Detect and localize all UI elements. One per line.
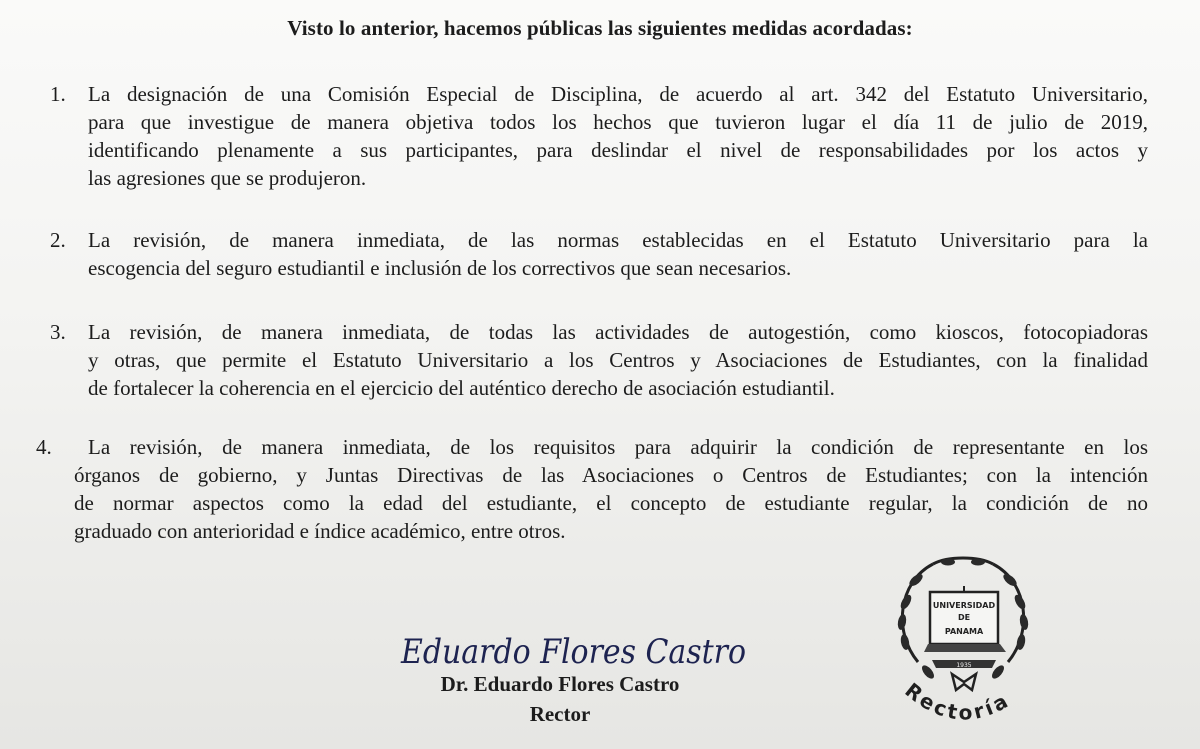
measure-text bbox=[74, 433, 1148, 545]
measure-number: 4. bbox=[36, 435, 52, 459]
measure-number: 2. bbox=[50, 228, 66, 252]
measure-text bbox=[88, 318, 1148, 402]
measure-line: identificando plenamente a sus participantes, para deslindar el nivel de responsabilidades por los actos y bbox=[88, 138, 1148, 162]
seal-text-line3: PANAMA bbox=[944, 627, 984, 636]
seal-text-line2: DE bbox=[957, 613, 971, 622]
seal-year: 1935 bbox=[956, 662, 972, 669]
measure-line: de fortalecer la coherencia en el ejercicio del auténtico derecho de asociación estudiantil. bbox=[88, 376, 835, 400]
measure-line: órganos de gobierno, y Juntas Directivas de las Asociaciones o Centros de Estudiantes; con la intención bbox=[74, 463, 1148, 487]
signature-script-text: Eduardo Flores Castro bbox=[400, 632, 746, 672]
measure-line: las agresiones que se produjeron. bbox=[88, 166, 367, 190]
measure-line: graduado con anterioridad e índice académico, entre otros. bbox=[74, 519, 566, 543]
seal-text-line1: UNIVERSIDAD bbox=[932, 601, 996, 610]
measure-number: 1. bbox=[50, 82, 66, 106]
measure-line: La revisión, de manera inmediata, de todas las actividades de autogestión, como kioscos, fotocopiadoras bbox=[88, 320, 1148, 344]
document-heading: Visto lo anterior, hacemos públicas las siguientes medidas acordadas: bbox=[287, 16, 913, 40]
svg-text:Rectoría bbox=[901, 678, 1015, 725]
measure-line: La designación de una Comisión Especial de Disciplina, de acuerdo al art. 342 del Estatuto Universitario, bbox=[88, 82, 1148, 106]
measure-line: y otras, que permite el Estatuto Universitario a los Centros y Asociaciones de Estudiantes, con la finalidad bbox=[88, 348, 1148, 372]
university-seal-icon bbox=[888, 552, 1038, 747]
handwritten-signature bbox=[395, 625, 755, 675]
measure-line: La revisión, de manera inmediata, de las normas establecidas en el Estatuto Universitario para la bbox=[88, 228, 1148, 252]
seal-arc-text: Rectoría bbox=[900, 677, 1015, 725]
measure-text bbox=[88, 226, 1148, 282]
signer-name: Dr. Eduardo Flores Castro bbox=[440, 672, 680, 696]
measure-line: de normar aspectos como la edad del estudiante, el concepto de estudiante regular, la condición de no bbox=[74, 491, 1148, 515]
measure-line: escogencia del seguro estudiantil e inclusión de los correctivos que sean necesarios. bbox=[88, 256, 792, 280]
measure-line: para que investigue de manera objetiva todos los hechos que tuvieron lugar el día 11 de julio de 2019, bbox=[88, 110, 1148, 134]
measure-line: La revisión, de manera inmediata, de los requisitos para adquirir la condición de representante en los bbox=[88, 435, 1148, 459]
signer-title: Rector bbox=[529, 702, 591, 726]
measure-text bbox=[88, 80, 1148, 192]
measure-number: 3. bbox=[50, 320, 66, 344]
